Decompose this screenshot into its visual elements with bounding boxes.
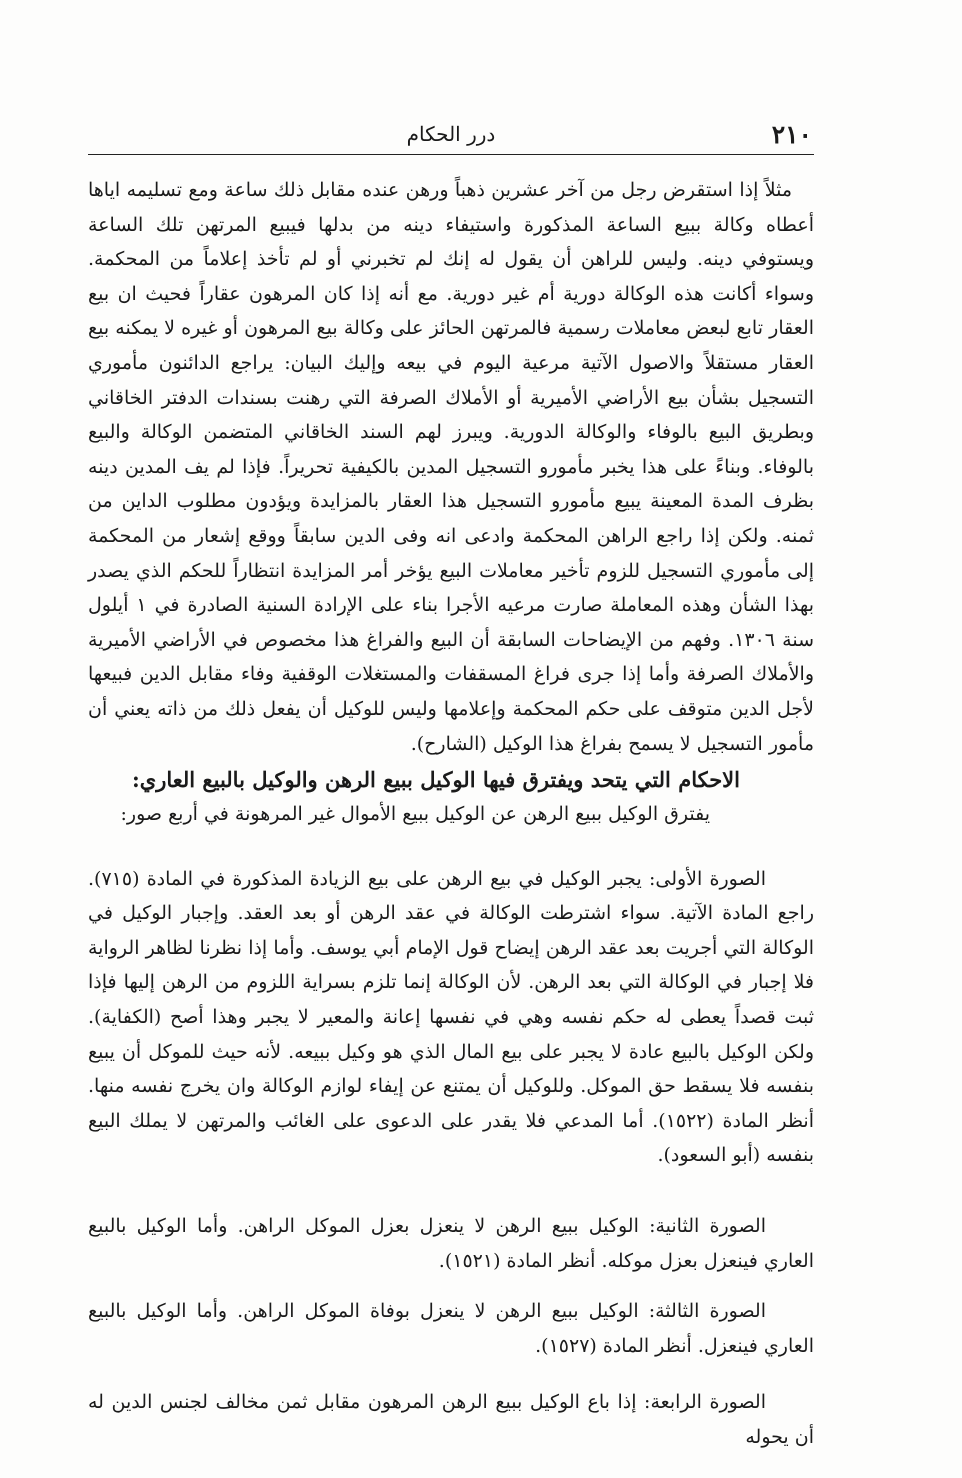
section-intro: يفترق الوكيل ببيع الرهن عن الوكيل ببيع الأموال غير المرهونة في أربع صور:	[120, 803, 710, 826]
case-1-paragraph: الصورة الأولى: يجبر الوكيل في بيع الرهن على بيع الزيادة المذكورة في المادة (٧١٥). راجع المادة الآتية. سواء اشترطت الوكالة في عقد الرهن أو بعد العقد. وإجبار الوكيل في الوكالة التي أجريت بعد عقد الرهن إيضاح قول الإمام أبي يوسف. وأما إذا نظرنا لظاهر الرواية فلا إجبار في الوكالة التي بعد الرهن. لأن الوكالة إنما تلزم بسراية اللزوم من الرهن إليها فإذا ثبت قصداً يعطى له حكم نفسه وهي في نفسها إعانة والمعير لا يجبر وهذا أصح (الكفاية). ولكن الوكيل بالبيع عادة لا يجبر على بيع المال الذي هو وكيل ببيعه. لأنه حيث للموكل أن يبيع بنفسه فلا يسقط حق الموكل. وللوكيل أن يمتنع عن إيفاء لوازم الوكالة وان يخرج نفسه منها. أنظر المادة (١٥٢٢). أما المدعي فلا يقدر على الدعوى على الغائب والمرتهن لا يملك البيع بنفسه (أبو السعود).	[88, 867, 815, 1167]
running-title: درر الحكام	[406, 122, 496, 146]
case-2-paragraph: الصورة الثانية: الوكيل ببيع الرهن لا ينعزل بعزل الموكل الراهن. وأما الوكيل بالبيع العاري فينعزل بعزل موكله. أنظر المادة (١٥٢١).	[88, 1215, 814, 1272]
intro-paragraph: مثلاً إذا استقرض رجل من آخر عشرين ذهباً ورهن عنده مقابل ذلك ساعة ومع تسليمه اياها أعطاه وكالة ببيع الساعة المذكورة واستيفاء دينه من بدلها فيبيع المرتهن تلك الساعة ويستوفي دينه. وليس للراهن أن يقول له إنك لم تخبرني أو لم تأخذ إعلاماً من المحكمة. وسواء أكانت هذه الوكالة دورية أم غير دورية. مع أنه إذا كان المرهون عقاراً فحيث ان بيع العقار تابع لبعض معاملات رسمية فالمرتهن الحائز على وكالة بيع المرهون أو غيره لا يمكنه بيع العقار مستقلاً والاصول الآتية مرعية اليوم في بيعه وإليك البيان: يراجع الدائنون مأموري التسجيل بشأن بيع الأراضي الأميرية أو الأملاك الصرفة التي رهنت بسندات الدفتر الخاقاني وبطريق البيع بالوفاء والوكالة الدورية. ويبرز لهم السند الخاقاني المتضمن الوكالة والبيع بالوفاء. وبناءً على هذا يخبر مأمورو التسجيل المدين بالكيفية تحريراً. فإذا لم يف المدين دينه بظرف المدة المعينة يبيع مأمورو التسجيل هذا العقار بالمزايدة ويؤدون مطلوب الداين من ثمنه. ولكن إذا راجع الراهن المحكمة وادعى انه وفى الدين سابقاً ووقع إشعار من المحكمة إلى مأموري التسجيل للزوم تأخير معاملات البيع يؤخر أمر المزايدة انتظاراً للحكم الذي يصدر بهذا الشأن وهذه المعاملة صارت مرعيه الأجرا بناء على الإرادة السنية الصادرة في ١ أيلول سنة ١٣٠٦. وفهم من الإيضاحات السابقة أن البيع والفراغ هذا مخصوص في الأراضي الأميرية والأملاك الصرفة وأما إذا جرى فراغ المسقفات والمستغلات الوقفية وفاء مقابل الدين فبيعها لأجل الدين متوقف على حكم المحكمة وإعلامها وليس للوكيل أن يفعل ذلك من ذاته يعني أن مأمور التسجيل لا يسمح بفراغ هذا الوكيل (الشارح).	[88, 179, 814, 755]
book-page	[88, 118, 814, 1455]
section-heading: الاحكام التي يتحد ويفترق فيها الوكيل ببيع الرهن والوكيل بالبيع العاري:	[132, 767, 740, 793]
page-body	[88, 155, 814, 1455]
page-header	[88, 118, 814, 155]
page-number: ٢١٠	[771, 120, 812, 149]
case-3-paragraph: الصورة الثالثة: الوكيل ببيع الرهن لا ينعزل بوفاة الموكل الراهن. وأما الوكيل بالبيع العاري فينعزل. أنظر المادة (١٥٢٧).	[88, 1300, 814, 1357]
case-4-paragraph: الصورة الرابعة: إذا باع الوكيل ببيع الرهن المرهون مقابل ثمن مخالف لجنس الدين له أن يحوله	[88, 1391, 814, 1448]
